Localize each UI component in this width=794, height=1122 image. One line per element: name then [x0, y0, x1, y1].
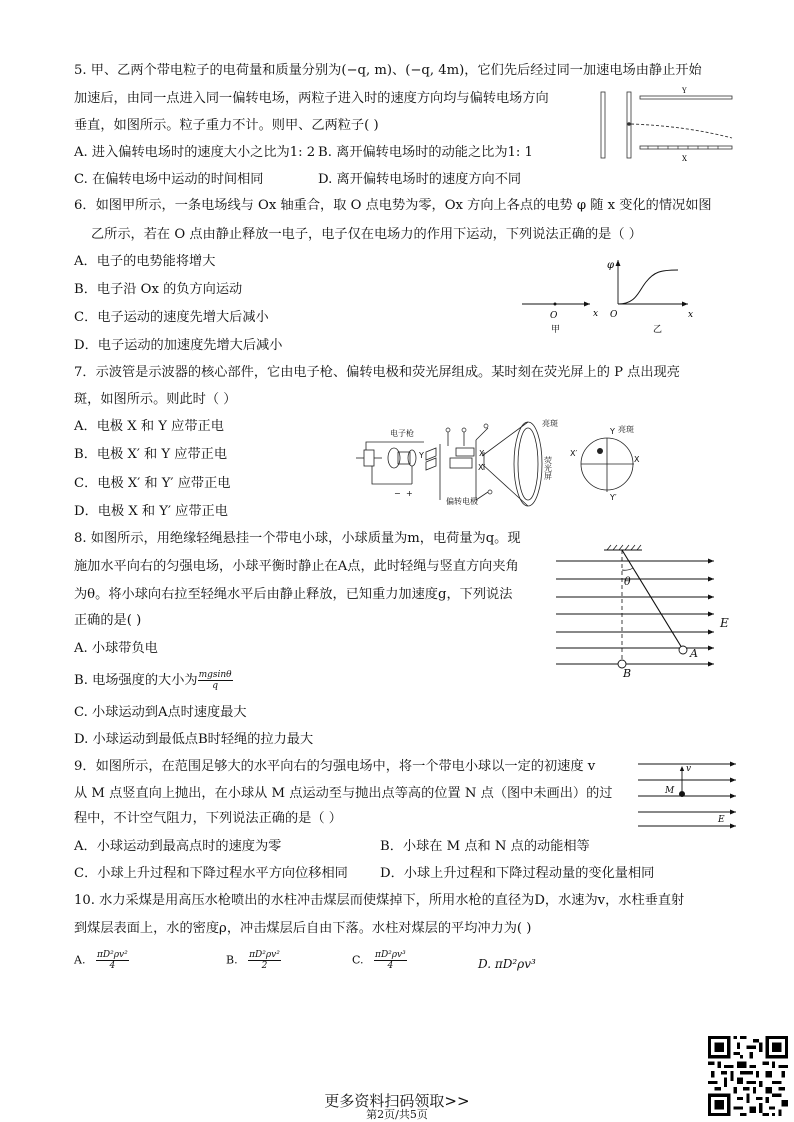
q5-option-b: B. 离开偏转电场时的动能之比为1: 1 — [318, 145, 533, 160]
q10-option-b-fraction — [248, 950, 281, 971]
q8-line1: 8. 如图所示，用绝缘轻绳悬挂一个带电小球，小球质量为m，电荷量为q。现 — [74, 531, 521, 546]
q7-fig-screen-label: 荧光屏 — [543, 456, 553, 480]
q6-fig-jia: 甲 — [551, 325, 561, 335]
q5-line3: 垂直，如图所示。粒子重力不计。则甲、乙两粒子( ) — [74, 118, 379, 133]
q6-fig-yi: 乙 — [653, 325, 663, 335]
q10-option-b-numerator: πD²ρv² — [249, 950, 280, 960]
q7-fig-yp-right: Y′ — [610, 493, 617, 502]
q9-option-d: D．小球上升过程和下降过程动量的变化量相同 — [380, 866, 655, 881]
q10-option-a-numerator: πD²ρv² — [96, 950, 128, 960]
q8-line2: 施加水平向右的匀强电场，小球平衡时静止在A点，此时轻绳与竖直方向夹角 — [74, 559, 519, 574]
q8-option-b — [74, 668, 233, 694]
q7-option-c: C．电极 X′ 和 Y′ 应带正电 — [74, 476, 231, 491]
q6-option-b: B．电子沿 Ox 的负方向运动 — [74, 282, 243, 297]
footer-page-number: 第2页/共5页 — [366, 1108, 428, 1121]
q6-fig-x-left: x — [593, 309, 599, 319]
q10-option-b-denominator: 2 — [261, 961, 268, 971]
q10-option-c — [352, 950, 407, 971]
q7-fig-deflect-label: 偏转电极 — [446, 497, 478, 506]
q5-fig-label-bottom: X — [682, 155, 687, 163]
q9-fig-m: M — [665, 786, 675, 796]
q6-figure — [518, 256, 698, 336]
q8-fig-a: A — [690, 647, 698, 660]
q8-fig-theta: θ — [624, 575, 631, 588]
q10-line2: 到煤层表面上，水的密度ρ，冲击煤层后自由下落。水柱对煤层的平均冲力为( ) — [74, 921, 532, 936]
q5-fig-label-top: Y — [682, 87, 687, 95]
q6-fig-o-left: O — [550, 311, 558, 321]
q7-fig-xp-left: X′ — [478, 463, 486, 472]
q7-line1: 7．示波管是示波器的核心部件，它由电子枪、偏转电极和荧光屏组成。某时刻在荧光屏上的 P 点出现亮 — [74, 365, 680, 380]
q7-fig-gun-label: 电子枪 — [390, 429, 414, 438]
q7-fig-minus: − — [394, 489, 401, 498]
q8-option-b-denominator: q — [212, 681, 218, 691]
q10-option-b — [226, 950, 281, 971]
q9-option-b: B．小球在 M 点和 N 点的动能相等 — [380, 839, 590, 854]
potential-curve — [618, 270, 678, 304]
q9-option-c: C．小球上升过程和下降过程水平方向位移相同 — [74, 866, 348, 881]
q8-option-a: A. 小球带负电 — [74, 641, 158, 656]
q10-option-a — [74, 950, 129, 971]
q5-deflection-figure — [596, 84, 738, 166]
q10-option-a-fraction — [96, 950, 129, 971]
q8-option-b-fraction — [198, 670, 233, 691]
q9-line3: 程中，不计空气阻力，下列说法正确的是（ ） — [74, 811, 342, 826]
q8-option-b-numerator: mgsinθ — [198, 670, 232, 680]
q9-field-figure — [632, 756, 744, 832]
q5-line1: 5. 甲、乙两个带电粒子的电荷量和质量分别为(−q, m)、(−q, 4m)，它们先后经过同一加速电场由静止开始 — [74, 63, 702, 78]
q10-option-d: D. πD²ρv³ — [478, 957, 536, 971]
q7-fig-y-right: Y — [610, 427, 615, 436]
q8-pendulum-figure — [552, 540, 752, 682]
q6-line2: 乙所示，若在 O 点由静止释放一电子，电子仅在电场力的作用下运动，下列说法正确的是（ ） — [91, 227, 642, 242]
q6-fig-phi: φ — [607, 260, 615, 271]
q10-option-c-fraction — [374, 950, 407, 971]
q8-option-d: D. 小球运动到最低点B时轻绳的拉力最大 — [74, 732, 314, 747]
q6-option-a: A．电子的电势能将增大 — [74, 254, 216, 269]
q5-line2: 加速后，由同一点进入同一偏转电场，两粒子进入时的速度方向均与偏转电场方向 — [74, 91, 549, 106]
q7-option-b: B．电极 X′ 和 Y 应带正电 — [74, 447, 228, 462]
q7-fig-plus: + — [406, 489, 413, 498]
q5-option-a: A. 进入偏转电场时的速度大小之比为1: 2 — [74, 145, 316, 160]
q10-option-b-prefix: B. — [226, 953, 238, 967]
q10-option-c-numerator: πD²ρv³ — [375, 950, 406, 960]
q10-option-c-denominator: 4 — [387, 961, 394, 971]
accelerator-plate-left — [601, 92, 605, 158]
q9-line1: 9．如图所示，在范围足够大的水平向右的匀强电场中，将一个带电小球以一定的初速度 v — [74, 759, 596, 774]
q5-option-c: C. 在偏转电场中运动的时间相同 — [74, 172, 264, 187]
q5-option-d: D. 离开偏转电场时的速度方向不同 — [318, 172, 522, 187]
q7-fig-x-right: X — [634, 455, 640, 464]
q7-fig-spot-label: 亮斑 — [542, 419, 558, 428]
q7-oscilloscope-figure — [352, 412, 648, 510]
q8-line4: 正确的是( ) — [74, 613, 142, 628]
q6-option-d: D．电子运动的加速度先增大后减小 — [74, 338, 283, 353]
q6-fig-o-right: O — [610, 310, 618, 320]
q10-option-c-prefix: C. — [352, 953, 364, 967]
q7-fig-y-left: Y — [419, 451, 424, 460]
q9-line2: 从 M 点竖直向上抛出，在小球从 M 点运动至与抛出点等高的位置 N 点（图中未画出）的过 — [74, 786, 613, 801]
q7-fig-spot-label-2: 亮斑 — [618, 425, 634, 434]
q8-option-c: C. 小球运动到A点时速度最大 — [74, 705, 247, 720]
q7-option-d: D．电极 X 和 Y′ 应带正电 — [74, 504, 228, 519]
footer-more-resources-link[interactable]: 更多资料扫码领取>> — [324, 1092, 470, 1110]
q6-fig-x-right: x — [688, 310, 694, 320]
q10-option-a-prefix: A. — [74, 953, 86, 967]
q9-option-a: A．小球运动到最高点时的速度为零 — [74, 839, 282, 854]
q9-fig-e: E — [718, 815, 725, 825]
q8-line3: 为θ。将小球向右拉至轻绳水平后由静止释放，已知重力加速度g，下列说法 — [74, 587, 513, 602]
q7-option-a: A．电极 X 和 Y 应带正电 — [74, 419, 224, 434]
q6-option-c: C．电子运动的速度先增大后减小 — [74, 310, 269, 325]
q9-fig-v: v — [686, 764, 692, 774]
q6-line1: 6．如图甲所示，一条电场线与 Ox 轴重合，取 O 点电势为零，Ox 方向上各点的电势 φ 随 x 变化的情况如图 — [74, 198, 712, 213]
particle-trajectory — [631, 124, 732, 138]
deflect-plate-top — [640, 96, 732, 99]
q8-fig-e: E — [720, 616, 729, 630]
q8-option-b-prefix: B. 电场强度的大小为 — [74, 673, 198, 688]
q7-fig-x-left: X — [479, 449, 485, 458]
q7-line2: 斑，如图所示。则此时（ ） — [74, 392, 237, 407]
q7-fig-xp-right: X′ — [570, 449, 578, 458]
q8-fig-b: B — [623, 667, 632, 680]
q10-option-a-denominator: 4 — [109, 961, 116, 971]
q10-line1: 10. 水力采煤是用高压水枪喷出的水柱冲击煤层而使煤掉下，所用水枪的直径为D，水速为v，水柱垂直射 — [74, 893, 685, 908]
